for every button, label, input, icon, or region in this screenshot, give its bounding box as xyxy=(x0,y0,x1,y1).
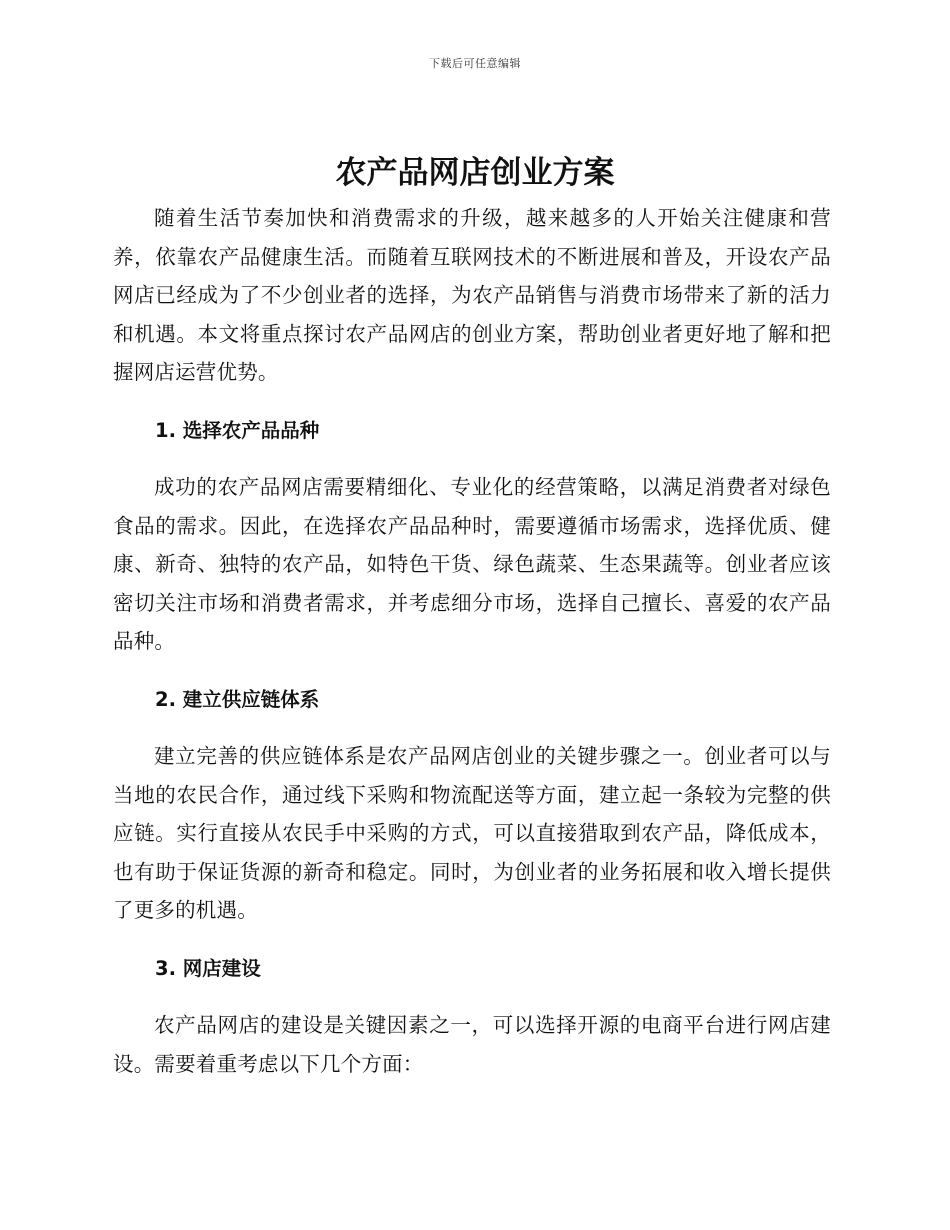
spacer xyxy=(113,988,831,1006)
spacer xyxy=(113,719,831,737)
intro-paragraph: 随着生活节奏加快和消费需求的升级，越来越多的人开始关注健康和营养，依靠农产品健康生活。而随着互联网技术的不断进展和普及，开设农产品网店已经成为了不少创业者的选择，为农产品销售与消费市场带来了新的活力和机遇。本文将重点探讨农产品网店的创业方案，帮助创业者更好地了解和把握网店运营优势。 xyxy=(113,206,831,385)
header-note: 下载后可任意编辑 xyxy=(429,57,521,70)
spacer xyxy=(113,930,831,950)
spacer xyxy=(113,392,831,412)
section-body-3: 农产品网店的建设是关键因素之一，可以选择开源的电商平台进行网店建设。需要着重考虑以下几个方面： xyxy=(113,1012,831,1076)
document-title: 农产品网店创业方案 xyxy=(335,155,615,191)
section-heading-2: 2. 建立供应链体系 xyxy=(155,687,320,711)
section-body-2: 建立完善的供应链体系是农产品网店创业的关键步骤之一。创业者可以与当地的农民合作，通过线下采购和物流配送等方面，建立起一条较为完整的供应链。实行直接从农民手中采购的方式，可以直接猎取到农产品，降低成本，也有助于保证货源的新奇和稳定。同时，为创业者的业务拓展和收入增长提供了更多的机遇。 xyxy=(113,743,831,923)
section-body-1: 成功的农产品网店需要精细化、专业化的经营策略，以满足消费者对绿色食品的需求。因此，在选择农产品品种时，需要遵循市场需求，选择优质、健康、新奇、独特的农产品，如特色干货、绿色蔬菜、生态果蔬等。创业者应该密切关注市场和消费者需求，并考虑细分市场，选择自己擅长、喜爱的农产品品种。 xyxy=(113,474,831,654)
section-heading-1: 1. 选择农产品品种 xyxy=(155,418,320,442)
document-body xyxy=(113,199,831,1083)
section-heading-3: 3. 网店建设 xyxy=(155,956,261,980)
spacer xyxy=(113,661,831,681)
spacer xyxy=(113,450,831,468)
